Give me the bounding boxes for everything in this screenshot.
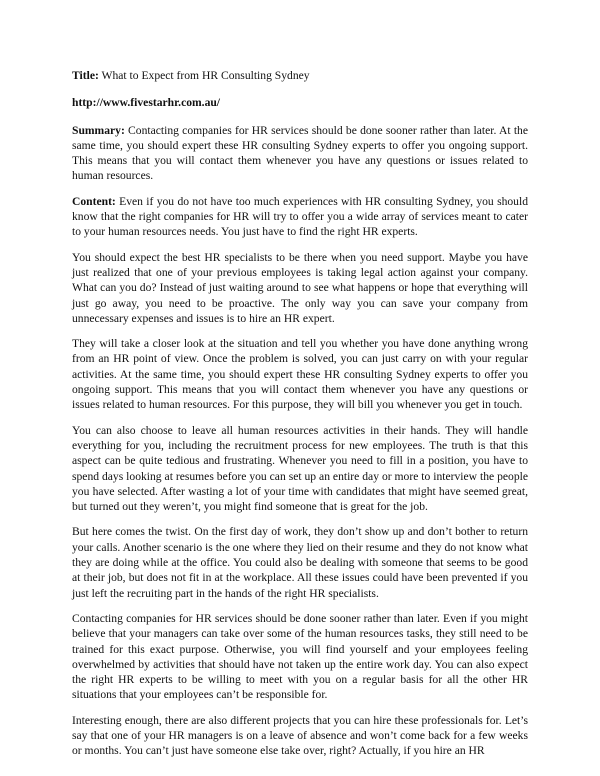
body-paragraph: You can also choose to leave all human resources activities in their hands. They will handle everything for you, including the recruitment process for new employees. The truth is that this aspect can be quite tedious and frustrating. Whenever you need to fill in a position, you have to spend days looking at resumes before you can set up an entire day or more to interview the people you have selected. After wasting a lot of your time with candidates that might have seemed great, but turned out they weren’t, you might find someone that is great for the job. — [72, 423, 528, 514]
title-text: What to Expect from HR Consulting Sydney — [98, 69, 310, 82]
document-title — [72, 68, 528, 83]
summary-paragraph — [72, 123, 528, 184]
source-url: http://www.fivestarhr.com.au/ — [72, 96, 221, 110]
document-page — [72, 68, 528, 769]
body-paragraph: But here comes the twist. On the first day of work, they don’t show up and don’t bother to return your calls. Another scenario is the one where they lied on their resume and they do not know what they are doing while at the office. You could also be dealing with someone that seems to be good at their job, but does not fit in at the workplace. All these issues could have been prevented if you just left the recruiting part in the hands of the right HR specialists. — [72, 525, 528, 600]
body-paragraph: Interesting enough, there are also different projects that you can hire these professionals for. Let’s say that one of your HR managers is on a leave of absence and won’t come back for a few weeks or months. You can’t just have someone else take over, right? Actually, if you hire an HR — [72, 713, 528, 758]
body-paragraph: They will take a closer look at the situation and tell you whether you have done anything wrong from an HR point of view. Once the problem is solved, you can just carry on with your regular activities. At the same time, you should expert these HR consulting Sydney experts to offer you ongoing support. This means that you will contact them whenever you have any questions or issues related to human resources. For this purpose, they will bill you whenever you get in touch. — [72, 337, 528, 412]
summary-text: Contacting companies for HR services should be done sooner rather than later. At the same time, you should expert these HR consulting Sydney experts to offer you ongoing support. This means that you will contact them whenever you have any questions or issues related to human resources. — [72, 123, 528, 183]
content-text: Even if you do not have too much experiences with HR consulting Sydney, you should know that the right companies for HR will try to offer you a wide array of services meant to cater to your human resources needs. You just have to find the right HR experts. — [72, 194, 528, 239]
summary-label: Summary: — [72, 123, 125, 137]
body-paragraph: You should expect the best HR specialists to be there when you need support. Maybe you have just realized that one of your previous employees is taking legal action against your company. What can you do? Instead of just waiting around to see what happens or hope that everything will just go away, you need to be proactive. The only way you can save your company from unnecessary expenses and issues is to hire an HR expert. — [72, 250, 528, 325]
content-label: Content: — [72, 194, 116, 208]
title-label: Title: — [72, 69, 99, 82]
body-paragraph: Contacting companies for HR services should be done sooner rather than later. Even if you might believe that your managers can take over some of the human resources tasks, they still need to be trained for this exact purpose. Otherwise, you will find yourself and your employees feeling overwhelmed by activities that should have not taken up the entire work day. You can also expect the right HR experts to be willing to meet with you on a regular basis for all the other HR situations that your employees can’t be responsible for. — [72, 611, 528, 702]
content-paragraph — [72, 194, 528, 240]
